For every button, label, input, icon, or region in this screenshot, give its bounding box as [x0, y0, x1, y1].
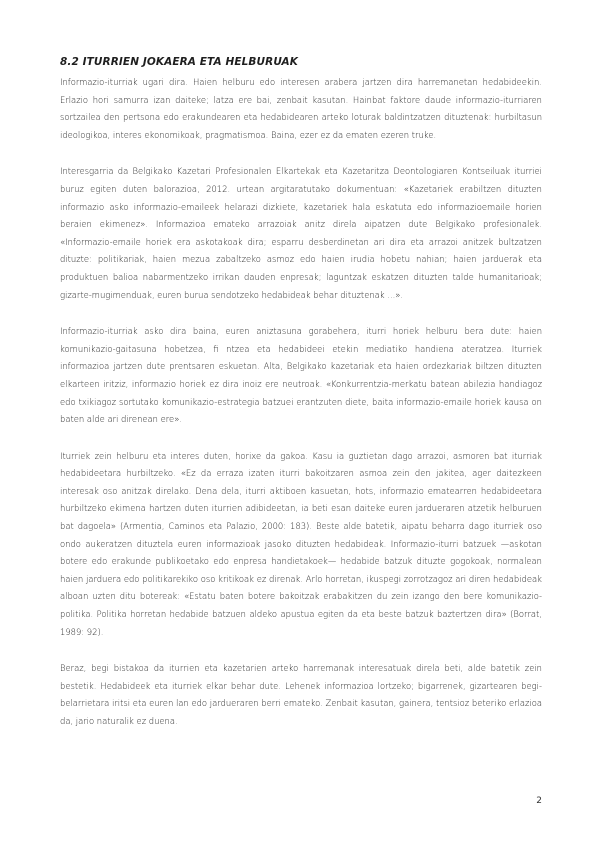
- paragraph-5: Beraz, begi bistakoa da iturrien eta kazetarien arteko harremanak interesatuak direla beti, alde batetik zein bestetik. Hedabideek eta iturriek elkar behar dute. Lehenek informazioa lortzeko; bigarrenek, gizartearen begi-belarrietara iritsi eta euren lan edo jardueraren berri emateko. Zenbait kasutan, gainera, tentsioz beteriko erlazioa da, jario naturalik ez duena.: [60, 663, 542, 726]
- paragraph-4: Iturriek zein helburu eta interes duten, horixe da gakoa. Kasu ia guztietan dago arrazoi, asmoren bat iturriak hedabideetara hurbiltzeko. «Ez da erraza izaten iturri bakoitzaren asmoa zein den jakitea, ager daitezkeen interesak oso anitzak direlako. Dena dela, iturri aktiboen kasuetan, hots, informazio ematearren hedabideetara hurbiltzeko ekimena hartzen duten iturrien adibideetan, ia beti esan daiteke euren jardueraren atzetik helburuen bat dagoela» (Armentia, Caminos eta Palazio, 2000: 183). Beste alde batetik, aipatu beharra dago iturriek oso ondo aukeratzen dituztela euren informazioak jasoko dituzten hedabideak. Informazio-iturri batzuek —askotan botere edo erakunde publikoetako edo enpresa handietakoek— hedabide batzuk dituzte gogokoak, normalean haien jarduera edo politikarekiko oso kritikoak ez direnak. Arlo horretan, ikuspegi zorrotzagoz ari diren hedabideak alboan uzten ditu botereak: «Estatu baten botere bakoitzak erabakitzen du zein izango den bere komunikazio-politika. Politika horretan hedabide batzuen aldeko apustua egiten da eta beste batzuk baztertzen dira» (Borrat, 1989: 92).: [60, 450, 542, 637]
- paragraph-2: Interesgarria da Belgikako Kazetari Profesionalen Elkartekak eta Kazetaritza Deontologiaren Kontseiluak iturriei buruz egiten duten balorazioa, 2012. urtean argitaratutako dokumentuan: «Kazetariek erabiltzen dituzten informazio asko informazio-emaileek helarazi dizkiete, kazetariek hala eskatuta edo informazioemaile horien beraien ekimenez». Informazioa emateko arrazoiak anitz direla aipatzen dute Belgikako profesionalek. «Informazio-emaile horiek era askotakoak dira; esparru desberdinetan ari dira eta arrazoi anitzek bultzatzen dituzte: politikariak, haien mezua zabaltzeko asmoz edo haien irudia hobetu nahian; haien jarduerak eta produktuen balioa nabarmentzeko irrikan dauden enpresak; laguntzak eskatzen dituzten talde humanitarioak; gizarte-mugimenduak, euren burua sendotzeko hedabideak behar dituztenak ...».: [60, 166, 542, 300]
- page-number: 2: [536, 796, 542, 806]
- body-text: [60, 74, 542, 750]
- paragraph-3: Informazio-iturriak asko dira baina, euren aniztasuna gorabehera, iturri horiek helburu bera dute: haien komunikazio-gaitasuna hobetzea, fi ntzea eta hedabideei etekin mediatiko handiena ateratzea. Iturriek informazioa jartzen dute prentsaren eskuetan. Alta, Belgikako kazetariak eta haien ordezkariak biltzen dituzten elkarteen iritziz, informazio horiek ez dira inoiz ere neutroak. «Konkurrentzia-merkatu batean abilezia handiagoz edo txikiagoz sortutako komunikazio-estrategia batzuei erantzuten diete, baita informazio-emaile horiek kausa on baten alde ari direnean ere».: [60, 326, 542, 425]
- section-heading: 8.2 ITURRIEN JOKAERA ETA HELBURUAK: [60, 56, 298, 68]
- paragraph-1: Informazio-iturriak ugari dira. Haien helburu edo interesen arabera jartzen dira harremanetan hedabideekin. Erlazio hori samurra izan daiteke; latza ere bai, zenbait kasutan. Hainbat faktore daude informazio-iturriaren sortzailea den pertsona edo erakundearen eta hedabidearen arteko loturak baldintzatzen dituztenak: hurbiltasun ideologikoa, interes ekonomikoak, pragmatismoa. Baina, ezer ez da ematen ezeren truke.: [60, 77, 542, 140]
